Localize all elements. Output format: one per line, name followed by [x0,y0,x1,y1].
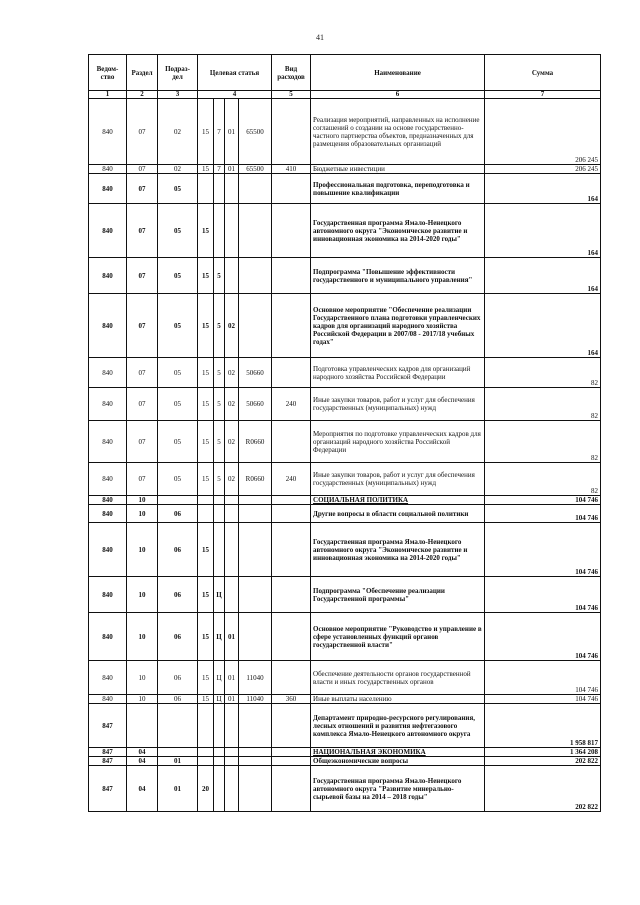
cell-razdel: 07 [127,165,158,174]
cell-vedomstvo: 840 [89,204,127,258]
cell-podrazdel: 05 [158,258,198,294]
cell-razdel: 10 [127,695,158,704]
cell-razdel: 07 [127,388,158,421]
cell-ts-direction: 50660 [239,358,272,388]
cell-podrazdel: 02 [158,99,198,165]
table-row [89,523,601,577]
table-row [89,613,601,661]
cell-razdel: 04 [127,766,158,812]
cell-razdel: 07 [127,204,158,258]
cell-ts-event: 02 [225,294,239,358]
cell-ts-direction [239,496,272,505]
cell-ts-direction [239,757,272,766]
cell-razdel: 04 [127,748,158,757]
cell-vid-raskhodov: 360 [272,695,311,704]
cell-ts-program [198,496,214,505]
cell-ts-event [225,204,239,258]
cell-ts-event: 01 [225,661,239,695]
header-number: 2 [127,91,158,99]
cell-ts-direction: R0660 [239,421,272,463]
cell-podrazdel [158,496,198,505]
cell-naimenovanie: Мероприятия по подготовке управленческих кадров для организаций народного хозяйства Российской Федерации [311,421,485,463]
cell-ts-event [225,174,239,204]
cell-ts-direction: 50660 [239,388,272,421]
cell-naimenovanie: Подпрограмма "Повышение эффективности государственного и муниципального управления" [311,258,485,294]
cell-razdel: 10 [127,613,158,661]
cell-ts-program: 15 [198,523,214,577]
cell-ts-program: 15 [198,661,214,695]
cell-ts-direction: 65500 [239,99,272,165]
cell-razdel: 07 [127,258,158,294]
cell-summa: 206 245 [485,165,601,174]
cell-naimenovanie: Реализация мероприятий, направленных на исполнение соглашений о создании на основе государственно-частного партнерства объектов, предназначенных для размещения образовательных организаций [311,99,485,165]
cell-summa: 82 [485,388,601,421]
cell-ts-direction: 11040 [239,695,272,704]
cell-ts-program: 15 [198,165,214,174]
table-row [89,496,601,505]
cell-podrazdel: 06 [158,505,198,523]
cell-ts-subprogram [214,174,225,204]
cell-vid-raskhodov [272,294,311,358]
cell-ts-subprogram: 5 [214,421,225,463]
cell-vedomstvo: 840 [89,258,127,294]
cell-ts-program: 15 [198,463,214,496]
header-naimenovanie: Наименование [311,55,485,91]
table-row [89,358,601,388]
cell-ts-subprogram [214,204,225,258]
cell-podrazdel: 06 [158,577,198,613]
cell-ts-direction [239,748,272,757]
cell-summa: 82 [485,358,601,388]
cell-ts-direction [239,505,272,523]
cell-vid-raskhodov [272,204,311,258]
cell-naimenovanie: Государственная программа Ямало-Ненецкого автономного округа "Развитие минерально-сырьевой базы на 2014 – 2018 годы" [311,766,485,812]
cell-vedomstvo: 840 [89,174,127,204]
table-row [89,577,601,613]
cell-ts-event: 01 [225,99,239,165]
cell-podrazdel: 06 [158,613,198,661]
cell-naimenovanie: Иные выплаты населению [311,695,485,704]
cell-ts-event [225,766,239,812]
cell-vid-raskhodov [272,421,311,463]
table-row [89,695,601,704]
cell-vedomstvo: 840 [89,165,127,174]
cell-ts-direction: 65500 [239,165,272,174]
cell-razdel: 07 [127,294,158,358]
cell-ts-program: 15 [198,294,214,358]
cell-podrazdel: 05 [158,463,198,496]
table-row [89,757,601,766]
cell-razdel: 07 [127,99,158,165]
cell-podrazdel: 05 [158,174,198,204]
cell-podrazdel: 06 [158,695,198,704]
cell-razdel: 10 [127,577,158,613]
cell-summa: 164 [485,204,601,258]
cell-razdel: 10 [127,496,158,505]
cell-ts-direction [239,523,272,577]
cell-ts-direction: 11040 [239,661,272,695]
table-row [89,388,601,421]
cell-vedomstvo: 840 [89,99,127,165]
cell-ts-direction [239,613,272,661]
cell-ts-direction [239,766,272,812]
table-header-row [89,55,601,91]
cell-ts-program [198,748,214,757]
table-row [89,748,601,757]
cell-ts-event: 02 [225,358,239,388]
cell-vid-raskhodov: 240 [272,463,311,496]
page-number: 41 [316,33,324,42]
cell-summa: 104 746 [485,695,601,704]
cell-ts-event [225,496,239,505]
cell-ts-program [198,757,214,766]
cell-summa: 104 746 [485,505,601,523]
table-header-numbers [89,91,601,99]
cell-razdel: 07 [127,421,158,463]
table-row [89,165,601,174]
cell-naimenovanie: СОЦИАЛЬНАЯ ПОЛИТИКА [311,496,485,505]
cell-ts-subprogram [214,766,225,812]
cell-naimenovanie: Основное мероприятие "Обеспечение реализации Государственного плана подготовки управленческих кадров для организаций народного хозяйства Российской Федерации в 2007/08 - 2017/18 учебных годах" [311,294,485,358]
header-vid-raskhodov: Вид расходов [272,55,311,91]
cell-ts-program: 15 [198,388,214,421]
budget-table [88,54,601,812]
table-row [89,421,601,463]
cell-summa: 104 746 [485,661,601,695]
cell-podrazdel [158,704,198,748]
cell-podrazdel: 01 [158,757,198,766]
cell-podrazdel: 05 [158,421,198,463]
cell-ts-program: 15 [198,204,214,258]
cell-ts-event: 02 [225,421,239,463]
cell-vedomstvo: 847 [89,748,127,757]
cell-ts-direction [239,204,272,258]
cell-ts-subprogram [214,496,225,505]
cell-ts-event [225,577,239,613]
cell-razdel: 07 [127,358,158,388]
cell-vid-raskhodov [272,523,311,577]
cell-naimenovanie: НАЦИОНАЛЬНАЯ ЭКОНОМИКА [311,748,485,757]
cell-ts-event [225,757,239,766]
cell-vid-raskhodov [272,748,311,757]
cell-summa: 82 [485,421,601,463]
header-summa: Сумма [485,55,601,91]
cell-ts-program [198,704,214,748]
cell-vedomstvo: 847 [89,704,127,748]
cell-podrazdel: 05 [158,294,198,358]
cell-podrazdel: 05 [158,204,198,258]
cell-ts-subprogram: 5 [214,463,225,496]
cell-summa: 82 [485,463,601,496]
cell-ts-program [198,505,214,523]
cell-ts-subprogram [214,523,225,577]
cell-ts-subprogram: 7 [214,165,225,174]
table-row [89,661,601,695]
header-number: 4 [198,91,272,99]
cell-naimenovanie: Обеспечение деятельности органов государственной власти и иных государственных органов [311,661,485,695]
cell-vid-raskhodov: 240 [272,388,311,421]
cell-summa: 1 364 208 [485,748,601,757]
cell-summa: 104 746 [485,523,601,577]
header-number: 7 [485,91,601,99]
cell-ts-event: 01 [225,695,239,704]
cell-ts-event: 02 [225,463,239,496]
cell-naimenovanie: Департамент природно-ресурсного регулирования, лесных отношений и развития нефтегазового комплекса Ямало-Ненецкого автономного округа [311,704,485,748]
cell-naimenovanie: Основное мероприятие "Руководство и управление в сфере установленных функций органов государственной власти" [311,613,485,661]
cell-vedomstvo: 840 [89,496,127,505]
cell-ts-program: 15 [198,695,214,704]
cell-vid-raskhodov: 410 [272,165,311,174]
cell-summa: 104 746 [485,613,601,661]
cell-summa: 164 [485,174,601,204]
cell-podrazdel: 02 [158,165,198,174]
cell-ts-direction [239,258,272,294]
table-body [89,99,601,812]
cell-vid-raskhodov [272,99,311,165]
cell-vedomstvo: 840 [89,505,127,523]
cell-ts-subprogram: Ц [214,661,225,695]
cell-ts-event [225,505,239,523]
cell-vid-raskhodov [272,661,311,695]
cell-podrazdel: 05 [158,388,198,421]
cell-ts-subprogram: 5 [214,258,225,294]
cell-ts-subprogram: Ц [214,695,225,704]
cell-ts-subprogram: 5 [214,294,225,358]
cell-vid-raskhodov [272,496,311,505]
cell-naimenovanie: Профессиональная подготовка, переподготовка и повышение квалификации [311,174,485,204]
cell-vedomstvo: 840 [89,523,127,577]
cell-ts-event: 01 [225,165,239,174]
cell-razdel: 10 [127,505,158,523]
cell-ts-program [198,174,214,204]
table-row [89,766,601,812]
header-number: 3 [158,91,198,99]
cell-ts-subprogram [214,748,225,757]
cell-summa: 104 746 [485,577,601,613]
header-number: 6 [311,91,485,99]
cell-ts-direction [239,174,272,204]
table-row [89,258,601,294]
cell-ts-subprogram: Ц [214,613,225,661]
cell-ts-event [225,258,239,294]
cell-ts-direction: R0660 [239,463,272,496]
cell-ts-subprogram: Ц [214,577,225,613]
cell-vedomstvo: 840 [89,661,127,695]
cell-razdel: 07 [127,174,158,204]
cell-razdel: 10 [127,661,158,695]
header-celevaya-statya: Целевая статья [198,55,272,91]
cell-naimenovanie: Иные закупки товаров, работ и услуг для обеспечения государственных (муниципальных) нужд [311,463,485,496]
cell-podrazdel: 01 [158,766,198,812]
cell-vedomstvo: 840 [89,294,127,358]
cell-vid-raskhodov [272,757,311,766]
cell-naimenovanie: Другие вопросы в области социальной политики [311,505,485,523]
cell-podrazdel: 06 [158,661,198,695]
cell-ts-subprogram [214,704,225,748]
cell-ts-direction [239,704,272,748]
table-row [89,704,601,748]
header-podrazdel: Подраз-дел [158,55,198,91]
cell-ts-program: 20 [198,766,214,812]
cell-vedomstvo: 840 [89,358,127,388]
cell-vedomstvo: 847 [89,766,127,812]
cell-naimenovanie: Бюджетные инвестиции [311,165,485,174]
cell-ts-event: 02 [225,388,239,421]
cell-summa: 164 [485,258,601,294]
cell-ts-program: 15 [198,99,214,165]
cell-vid-raskhodov [272,766,311,812]
table-row [89,505,601,523]
cell-summa: 206 245 [485,99,601,165]
cell-ts-subprogram: 5 [214,358,225,388]
table-row [89,174,601,204]
cell-ts-event [225,523,239,577]
cell-vedomstvo: 847 [89,757,127,766]
cell-razdel: 07 [127,463,158,496]
cell-ts-direction [239,294,272,358]
cell-vid-raskhodov [272,704,311,748]
cell-vid-raskhodov [272,613,311,661]
cell-podrazdel: 06 [158,523,198,577]
cell-summa: 1 958 817 [485,704,601,748]
table-row [89,204,601,258]
cell-vedomstvo: 840 [89,421,127,463]
cell-vid-raskhodov [272,358,311,388]
cell-ts-subprogram [214,757,225,766]
cell-vedomstvo: 840 [89,577,127,613]
cell-ts-program: 15 [198,613,214,661]
cell-vedomstvo: 840 [89,388,127,421]
cell-ts-program: 15 [198,258,214,294]
cell-razdel [127,704,158,748]
cell-ts-subprogram [214,505,225,523]
cell-summa: 164 [485,294,601,358]
header-number: 5 [272,91,311,99]
cell-razdel: 04 [127,757,158,766]
header-number: 1 [89,91,127,99]
cell-ts-program: 15 [198,421,214,463]
cell-naimenovanie: Государственная программа Ямало-Ненецкого автономного округа "Экономическое развитие и инновационная экономика на 2014-2020 годы" [311,523,485,577]
cell-podrazdel: 05 [158,358,198,388]
cell-vedomstvo: 840 [89,463,127,496]
cell-naimenovanie: Государственная программа Ямало-Ненецкого автономного округа "Экономическое развитие и инновационная экономика на 2014-2020 годы" [311,204,485,258]
cell-summa: 104 746 [485,496,601,505]
cell-naimenovanie: Подпрограмма "Обеспечение реализации Государственной программы" [311,577,485,613]
cell-razdel: 10 [127,523,158,577]
cell-naimenovanie: Общеэкономические вопросы [311,757,485,766]
header-vedomstvo: Ведом-ство [89,55,127,91]
cell-ts-program: 15 [198,577,214,613]
cell-vid-raskhodov [272,505,311,523]
cell-vedomstvo: 840 [89,613,127,661]
table-row [89,294,601,358]
cell-summa: 202 822 [485,757,601,766]
cell-vedomstvo: 840 [89,695,127,704]
cell-ts-subprogram: 5 [214,388,225,421]
cell-vid-raskhodov [272,258,311,294]
cell-vid-raskhodov [272,577,311,613]
cell-naimenovanie: Подготовка управленческих кадров для организаций народного хозяйства Российской Федерации [311,358,485,388]
cell-ts-program: 15 [198,358,214,388]
cell-ts-event: 01 [225,613,239,661]
cell-naimenovanie: Иные закупки товаров, работ и услуг для обеспечения государственных (муниципальных) нужд [311,388,485,421]
cell-ts-event [225,704,239,748]
cell-ts-event [225,748,239,757]
table-row [89,99,601,165]
cell-summa: 202 822 [485,766,601,812]
cell-podrazdel [158,748,198,757]
cell-ts-subprogram: 7 [214,99,225,165]
cell-vid-raskhodov [272,174,311,204]
cell-ts-direction [239,577,272,613]
header-razdel: Раздел [127,55,158,91]
table-row [89,463,601,496]
